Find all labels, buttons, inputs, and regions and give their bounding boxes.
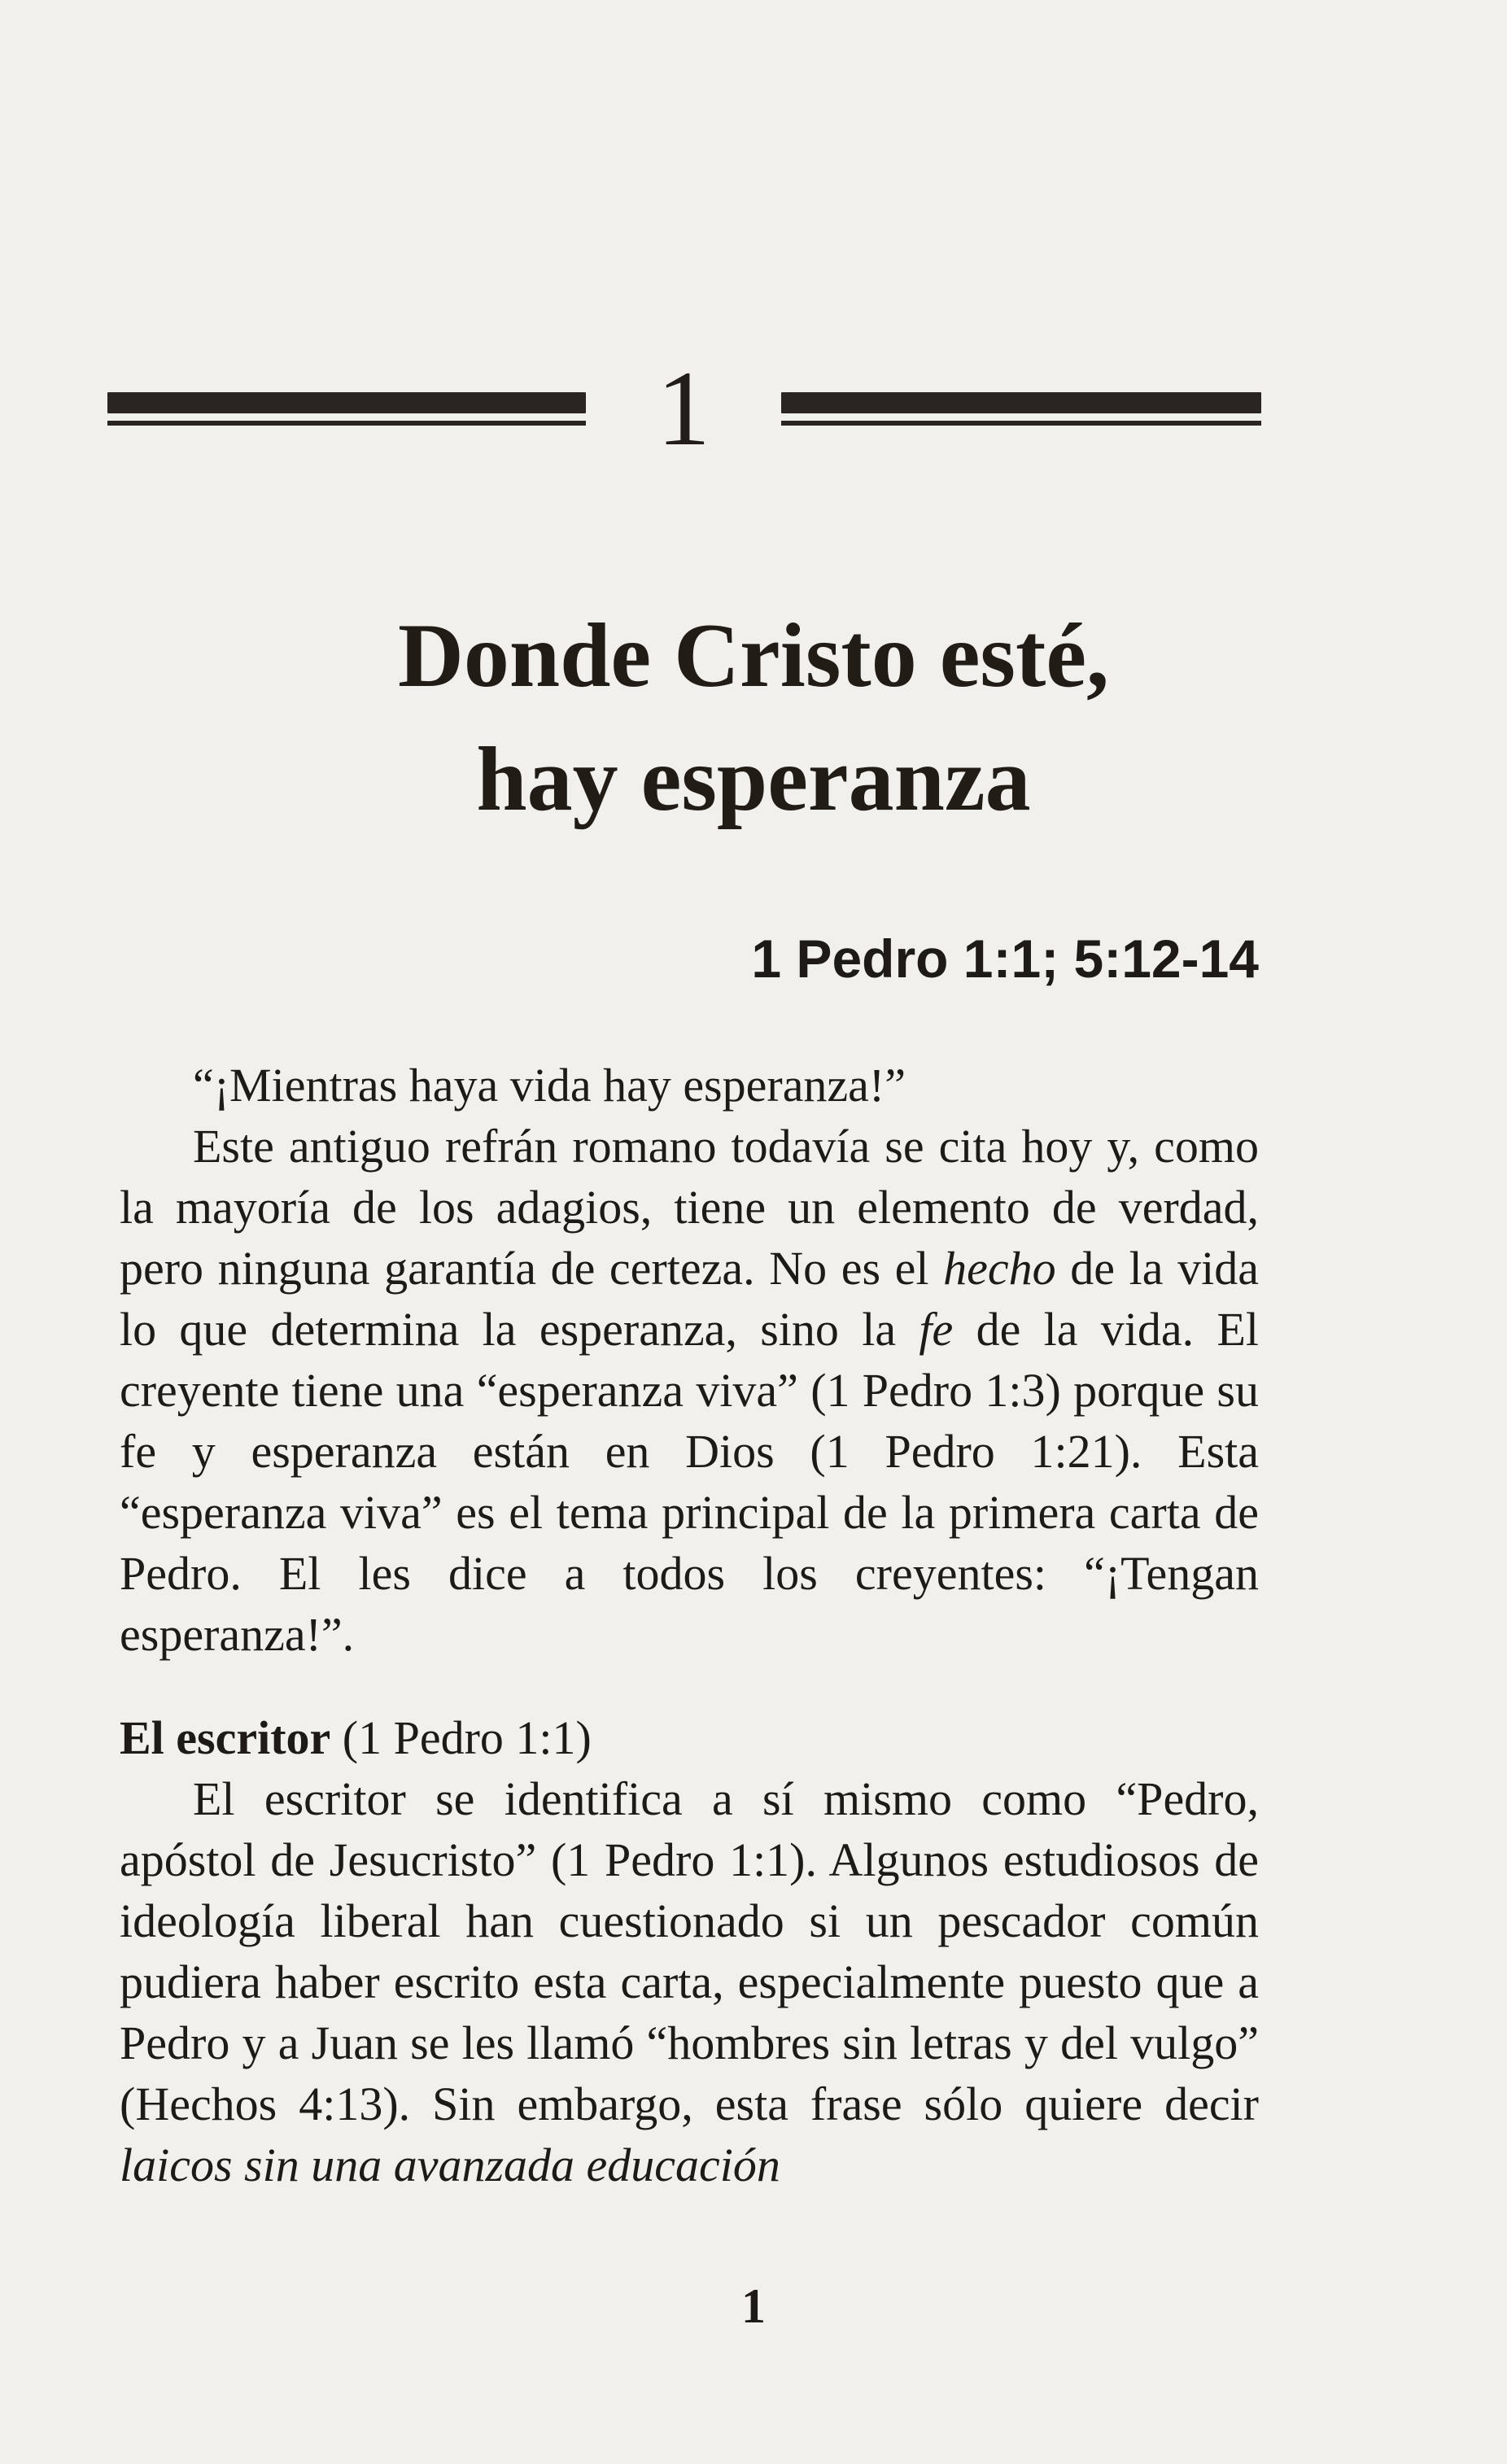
opening-quote: “¡Mientras haya vida hay esperanza!” bbox=[193, 1059, 906, 1112]
thin-bar bbox=[781, 421, 1261, 426]
emphasis-text: fe bbox=[919, 1303, 954, 1356]
text-run: de la vida. El creyente tiene una “esperanza viva” (1 Pedro 1:3) porque su fe y esperanza están en Dios (1 Pedro 1:21). Esta “esperanza viva” es el tema principal de la primera carta de Pedro. El les dice a todos los creyentes: “¡Tengan esperanza!”. bbox=[120, 1303, 1259, 1661]
text-run: de la vida lo que determina la esperanza, sino la bbox=[120, 1242, 1259, 1356]
section-heading: El escritor bbox=[120, 1711, 331, 1764]
emphasis-text: laicos sin una avanzada educación bbox=[120, 2139, 780, 2191]
text-run: Este antiguo refrán romano todavía se cita hoy y, como la mayoría de los adagios, tiene un elemento de verdad, pero ninguna garantía de certeza. No es el bbox=[120, 1120, 1259, 1295]
paragraph-writer bbox=[120, 1768, 1259, 2195]
body-text bbox=[120, 1055, 1259, 2195]
left-ornamental-rule bbox=[107, 392, 586, 426]
chapter-title-line-2: hay esperanza bbox=[476, 729, 1031, 830]
chapter-number: 1 bbox=[657, 348, 710, 468]
page-number: 1 bbox=[741, 2279, 766, 2333]
chapter-title-line-1: Donde Cristo esté, bbox=[397, 605, 1110, 706]
emphasis-text: hecho bbox=[943, 1242, 1056, 1295]
chapter-header-rule bbox=[0, 348, 1507, 468]
thick-bar bbox=[107, 392, 586, 413]
section-heading-line bbox=[120, 1707, 1259, 1768]
right-ornamental-rule bbox=[781, 392, 1261, 426]
chapter-title bbox=[0, 594, 1507, 841]
scripture-reference: 1 Pedro 1:1; 5:12-14 bbox=[751, 928, 1259, 989]
text-run: El escritor se identifica a sí mismo como “Pedro, apóstol de Jesucristo” (1 Pedro 1:1). Algunos estudiosos de ideología liberal han cuestionado si un pescador común pudiera haber escrito esta carta, especialmente puesto que a Pedro y a Juan se les llamó “hombres sin letras y del vulgo” (Hechos 4:13). Sin embargo, esta frase sólo quiere decir bbox=[120, 1772, 1259, 2130]
section-reference: (1 Pedro 1:1) bbox=[330, 1711, 592, 1764]
thin-bar bbox=[107, 421, 586, 426]
thick-bar bbox=[781, 392, 1261, 413]
paragraph-intro bbox=[120, 1116, 1259, 1665]
